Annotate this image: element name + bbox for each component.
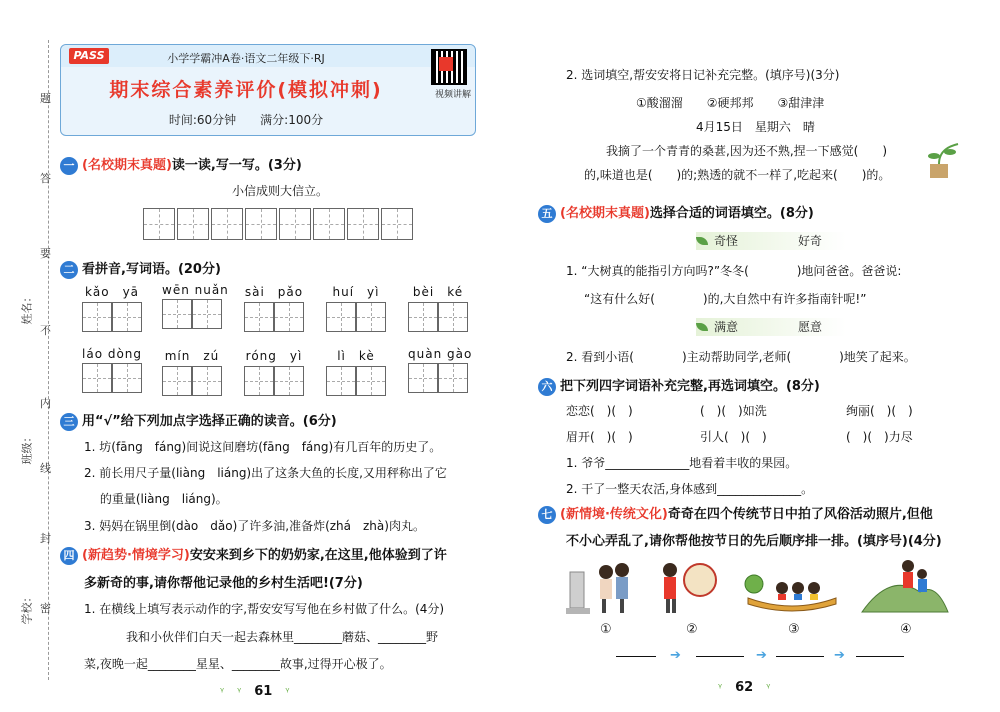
writing-box[interactable]: [347, 208, 379, 240]
right-page: [500, 0, 1000, 712]
page-number-left: 61: [254, 684, 273, 699]
writing-box[interactable]: [192, 299, 222, 329]
q7-heading: [538, 503, 933, 524]
tomb-sweeping-picture: [564, 558, 642, 618]
q1-heading: [60, 154, 302, 175]
q1-tag: (名校期末真题): [82, 158, 172, 173]
q2-title: 看拼音,写词语。(20分): [82, 262, 221, 277]
writing-box[interactable]: [112, 302, 142, 332]
seal-char-4: 不: [40, 324, 51, 337]
q5-line2[interactable]: “这有什么好( )的,大自然中有许多指南针呢!”: [584, 292, 867, 306]
q2-word-9: [326, 347, 386, 396]
writing-box[interactable]: [112, 363, 142, 393]
qr-code-icon[interactable]: [431, 49, 467, 85]
q6-title: 把下列四字词语补充完整,再选词填空。(8分): [560, 379, 820, 394]
q6-idiom-6[interactable]: ( )( )力尽: [846, 430, 913, 444]
writing-box[interactable]: [162, 366, 192, 396]
writing-box[interactable]: [356, 366, 386, 396]
writing-box[interactable]: [245, 208, 277, 240]
q2-word-1: [82, 283, 142, 332]
leaf-icon: [696, 323, 708, 331]
writing-box[interactable]: [192, 366, 222, 396]
pinyin: bèi ké: [412, 285, 464, 299]
lantern-riddle-picture: [650, 558, 728, 618]
writing-box[interactable]: [408, 302, 438, 332]
q3-item-2-cont[interactable]: 的重量(liàng liáng)。: [84, 492, 228, 506]
pinyin: láo dòng: [82, 347, 143, 361]
pinyin: kǎo yā: [84, 285, 140, 299]
q7-title-1: 奇奇在四个传统节日中拍了风俗活动照片,但他: [667, 507, 933, 522]
q3-item-1[interactable]: 1. 坊(fāng fáng)间说这间磨坊(fāng fáng)有几百年的历史了。: [84, 440, 442, 454]
q6-idiom-4[interactable]: 眉开( )( ): [566, 430, 633, 444]
plant-pot-icon: [920, 140, 964, 184]
q6-number: 六: [538, 378, 556, 396]
order-arrow-icon: ➔: [834, 648, 845, 663]
order-blank-1[interactable]: [616, 656, 656, 657]
writing-box[interactable]: [143, 208, 175, 240]
q4-options: ①酸溜溜 ②硬邦邦 ③甜津津: [636, 96, 825, 110]
q6-idiom-2[interactable]: ( )( )如洗: [700, 404, 767, 418]
exam-meta: 时间:60分钟 满分:100分: [168, 113, 324, 127]
pinyin: róng yì: [245, 349, 303, 363]
seal-char-3: 要: [40, 247, 51, 260]
writing-box[interactable]: [82, 363, 112, 393]
q4-diary-line1[interactable]: 我摘了一个青青的桑葚,因为还不熟,捏一下感觉( ): [606, 144, 887, 158]
q4-diary-line2[interactable]: 的,味道也是( )的;熟透的就不一样了,吃起来( )的。: [584, 168, 891, 182]
leaf-icon: [696, 237, 708, 245]
writing-box[interactable]: [177, 208, 209, 240]
writing-box[interactable]: [326, 302, 356, 332]
q2-number: 二: [60, 261, 78, 279]
writing-box[interactable]: [313, 208, 345, 240]
order-arrow-icon: ➔: [756, 648, 767, 663]
sprout-icon: ᵞ: [237, 685, 242, 698]
writing-box[interactable]: [244, 302, 274, 332]
writing-box[interactable]: [274, 366, 304, 396]
q7-number: 七: [538, 506, 556, 524]
q1-number: 一: [60, 157, 78, 175]
seal-char-2: 答: [40, 172, 51, 185]
q5-word-d: 愿意: [798, 320, 823, 334]
q5-heading: [538, 202, 814, 223]
pinyin: quàn gào: [408, 347, 473, 361]
order-blank-4[interactable]: [856, 656, 904, 657]
q6-line2[interactable]: 2. 干了一整天农活,身体感到______________。: [566, 482, 814, 496]
pinyin: huí yì: [332, 285, 380, 299]
qr-label: 视频讲解: [434, 90, 471, 100]
writing-box[interactable]: [438, 363, 468, 393]
q2-word-6: [82, 347, 142, 393]
q3-item-2[interactable]: 2. 前长用尺子量(liàng liáng)出了这条大鱼的长度,又用秤称出了它: [84, 466, 447, 480]
seal-char-5: 内: [40, 397, 51, 410]
q6-idiom-3[interactable]: 绚丽( )( ): [846, 404, 913, 418]
sprout-icon: ᵞ: [220, 685, 225, 698]
q6-idiom-1[interactable]: 恋恋( )( ): [566, 404, 633, 418]
order-blank-3[interactable]: [776, 656, 824, 657]
picture-number-2: ②: [686, 622, 698, 637]
series-title: 小学学霸冲A卷·语文二年级下·RJ: [167, 52, 325, 65]
right-footer: [718, 676, 770, 695]
q2-word-3: [244, 283, 304, 332]
q3-heading: [60, 410, 337, 431]
sprout-icon: ᵞ: [285, 685, 290, 698]
seal-char-7: 封: [40, 532, 51, 545]
q1-sentence: 小信成则大信立。: [232, 184, 329, 198]
writing-box[interactable]: [356, 302, 386, 332]
q4-sub2: 2. 选词填空,帮安安将日记补充完整。(填序号)(3分): [566, 68, 840, 82]
q2-word-7: [162, 347, 222, 396]
q4-line2[interactable]: 菜,夜晚一起________星星、________故事,过得开心极了。: [84, 657, 392, 671]
order-blank-2[interactable]: [696, 656, 744, 657]
q3-number: 三: [60, 413, 78, 431]
dragon-boat-picture: [742, 558, 842, 618]
q6-line1[interactable]: 1. 爷爷______________地看着丰收的果园。: [566, 456, 798, 470]
writing-box[interactable]: [279, 208, 311, 240]
q4-sub1: 1. 在横线上填写表示动作的字,帮安安写写他在乡村做了什么。(4分): [84, 602, 445, 616]
picture-number-3: ③: [788, 622, 800, 637]
q5-line3[interactable]: 2. 看到小语( )主动帮助同学,老师( )地笑了起来。: [566, 350, 916, 364]
writing-box[interactable]: [244, 366, 274, 396]
q7-title-2: 不小心弄乱了,请你帮他按节日的先后顺序排一排。(填序号)(4分): [566, 534, 942, 549]
q6-heading: [538, 375, 820, 396]
q5-number: 五: [538, 205, 556, 223]
sprout-icon: ᵞ: [718, 681, 723, 694]
double-ninth-climbing-picture: [860, 552, 950, 618]
q4-title-1: 安安来到乡下的奶奶家,在这里,他体验到了许: [189, 548, 447, 563]
q2-word-8: [244, 347, 304, 396]
writing-box[interactable]: [326, 366, 356, 396]
q5-wordbox-2: [696, 318, 846, 336]
seal-char-8: 密: [40, 602, 51, 615]
q4-date: 4月15日 星期六 晴: [696, 120, 815, 134]
q1-writing-grid[interactable]: [143, 208, 415, 240]
exam-header: [60, 44, 476, 136]
class-label: 班级：: [20, 431, 34, 465]
q2-word-5: [408, 283, 468, 332]
picture-number-4: ④: [900, 622, 912, 637]
writing-box[interactable]: [381, 208, 413, 240]
q6-idiom-5[interactable]: 引人( )( ): [700, 430, 767, 444]
pinyin: sài pǎo: [244, 285, 304, 299]
picture-number-1: ①: [600, 622, 612, 637]
page-number-right: 62: [735, 680, 754, 695]
q4-number: 四: [60, 547, 78, 565]
seal-char-1: 题: [40, 92, 51, 105]
q3-item-3[interactable]: 3. 妈妈在锅里倒(dào dǎo)了许多油,准备炸(zhá zhà)肉丸。: [84, 519, 425, 533]
q4-line1[interactable]: 我和小伙伴们白天一起去森林里________蘑菇、________野: [126, 630, 439, 644]
q4-tag: (新趋势·情境学习): [82, 548, 190, 563]
q5-wordbox-1: [696, 232, 846, 250]
q7-tag: (新情境·传统文化): [560, 507, 668, 522]
school-label: 学校：: [20, 591, 34, 625]
writing-box[interactable]: [274, 302, 304, 332]
q1-title: 读一读,写一写。(3分): [171, 158, 302, 173]
q5-word-a: 奇怪: [714, 234, 739, 248]
seal-char-6: 线: [40, 462, 51, 475]
q4-title-2: 多新奇的事,请你帮他记录他的乡村生活吧!(7分): [84, 576, 363, 591]
pinyin: mín zú: [164, 349, 220, 363]
q3-title: 用“√”给下列加点字选择正确的读音。(6分): [82, 414, 337, 429]
q2-word-10: [408, 347, 472, 393]
exam-title: 期末综合素养评价(模拟冲刺): [109, 79, 383, 101]
order-arrow-icon: ➔: [670, 648, 681, 663]
pinyin: lì kè: [337, 349, 375, 363]
writing-box[interactable]: [211, 208, 243, 240]
name-label: 姓名：: [20, 291, 34, 325]
sprout-icon: ᵞ: [766, 681, 771, 694]
q5-line1[interactable]: 1. “大树真的能指引方向吗?”冬冬( )地问爸爸。爸爸说:: [566, 264, 902, 278]
q2-word-4: [326, 283, 386, 332]
writing-box[interactable]: [162, 299, 192, 329]
writing-box[interactable]: [438, 302, 468, 332]
writing-box[interactable]: [82, 302, 112, 332]
q4-heading: [60, 544, 447, 565]
q5-title: 选择合适的词语填空。(8分): [649, 206, 814, 221]
q5-word-b: 好奇: [798, 234, 823, 248]
binding-strip: [10, 60, 60, 660]
pass-logo: PASS: [69, 48, 109, 64]
q2-heading: [60, 258, 221, 279]
q5-tag: (名校期末真题): [560, 206, 650, 221]
pinyin: wēn nuǎn: [162, 283, 229, 297]
left-footer: [220, 680, 289, 699]
q2-word-2: [162, 283, 229, 329]
q5-word-c: 满意: [714, 320, 739, 334]
writing-box[interactable]: [408, 363, 438, 393]
